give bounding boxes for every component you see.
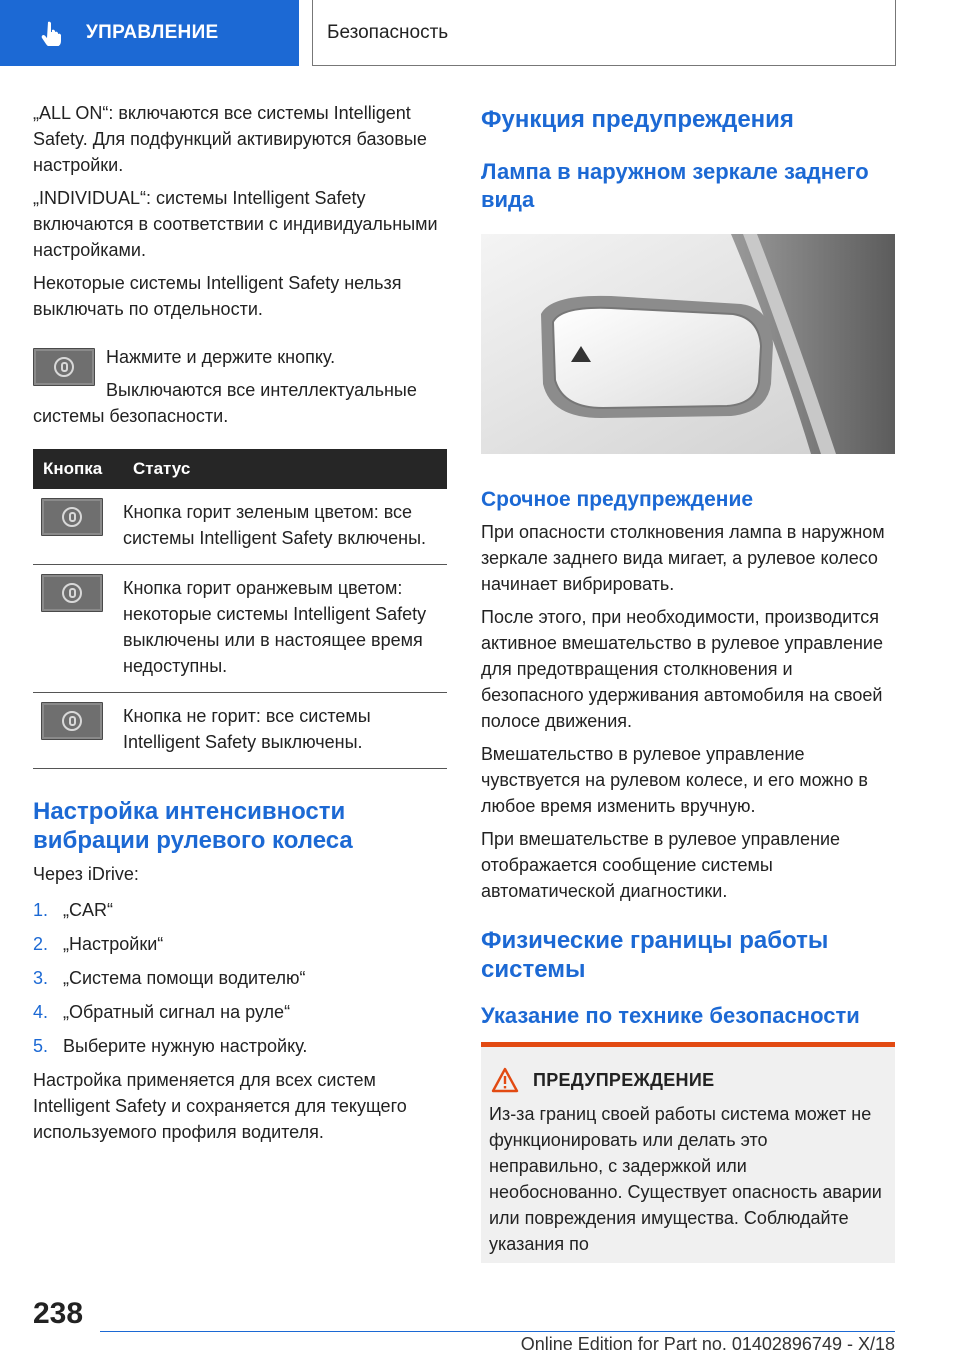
table-row [33, 693, 447, 769]
warning-header [491, 1067, 885, 1093]
warning-triangle-icon [491, 1067, 519, 1093]
side-mirror-image [481, 234, 895, 454]
intelligent-safety-button-icon [41, 702, 103, 740]
step-text: „CAR“ [63, 900, 113, 920]
list-item [33, 999, 447, 1025]
section-title: Безопасность [312, 0, 896, 66]
list-item [33, 965, 447, 991]
press-instruction [33, 344, 447, 429]
status-table [33, 449, 447, 769]
steps-list [33, 897, 447, 1059]
press-line-2: Выключаются все интеллектуальные [106, 380, 417, 400]
paragraph-all-on: „ALL ON“: включаются все системы Intelligent Safety. Для подфункций активируются базовые настройки. [33, 103, 427, 175]
step-text: Выберите нужную настройку. [63, 1036, 308, 1056]
page-number: 238 [33, 1297, 84, 1330]
intelligent-safety-button-icon [41, 498, 103, 536]
list-item [33, 897, 447, 923]
paragraph-intervention: После этого, при необходимости, производится активное вмешательство в рулевое управление для предотвращения столкновения и безопасного удерживания автомобиля на своей полосе движения. [481, 607, 883, 731]
column-header-status: Статус [123, 449, 447, 489]
heading-system-limits: Физические границы работы системы [481, 927, 829, 983]
warning-text: Из-за границ своей работы система может не функционировать или делать это неправильно, с задержкой или необоснованно. Существует опасность аварии или повреждения имущества. Соблюдайте указания по [489, 1104, 882, 1254]
heading-urgent-warning: Срочное предупреждение [481, 488, 754, 511]
warning-label: ПРЕДУПРЕЖДЕНИЕ [533, 1069, 715, 1090]
step-text: „Система помощи водителю“ [63, 968, 306, 988]
paragraph-closing: Настройка применяется для всех систем Intelligent Safety и сохраняется для текущего используемого профиля водителя. [33, 1070, 407, 1142]
status-text: Кнопка горит оранжевым цветом: некоторые системы Intelligent Safety выключены или в настоящее время недоступны. [123, 565, 447, 693]
step-text: „Обратный сигнал на руле“ [63, 1002, 291, 1022]
paragraph-note: Некоторые системы Intelligent Safety нельзя выключать по отдельности. [33, 273, 402, 319]
paragraph-steering-feel: Вмешательство в рулевое управление чувствуется на рулевом колесе, и его можно в любое время изменить вручную. [481, 744, 868, 816]
warning-box [481, 1042, 895, 1263]
paragraph-individual: „INDIVIDUAL“: системы Intelligent Safety включаются в соответствии с индивидуальными настройками. [33, 188, 438, 260]
step-number: 3. [33, 968, 49, 988]
status-text: Кнопка не горит: все системы Intelligent Safety выключены. [123, 693, 447, 769]
intelligent-safety-button-icon [41, 574, 103, 612]
table-row [33, 565, 447, 693]
step-number: 1. [33, 900, 49, 920]
press-line-3: системы безопасности. [33, 406, 229, 426]
pointing-hand-icon [40, 20, 66, 46]
paragraph-check-control: При вмешательстве в рулевое управление отображается сообщение системы автоматической диагностики. [481, 829, 841, 901]
intelligent-safety-button-icon [33, 348, 95, 386]
step-text: „Настройки“ [63, 934, 164, 954]
list-item [33, 1033, 447, 1059]
status-text: Кнопка горит зеленым цветом: все системы Intelligent Safety включены. [123, 489, 447, 565]
list-item [33, 931, 447, 957]
section-heading-vibration: Настройка интенсивности вибрации рулевого колеса [33, 798, 353, 854]
heading-warning-function: Функция предупреждения [481, 106, 794, 133]
table-row [33, 489, 447, 565]
step-number: 2. [33, 934, 49, 954]
heading-mirror-lamp: Лампа в наружном зеркале заднего вида [481, 159, 869, 212]
press-line-1: Нажмите и держите кнопку. [106, 347, 336, 367]
paragraph-collision: При опасности столкновения лампа в наружном зеркале заднего вида мигает, а рулевое колесо начинает вибрировать. [481, 522, 885, 594]
step-number: 5. [33, 1036, 49, 1056]
chapter-title: УПРАВЛЕНИЕ [86, 22, 219, 43]
footer-edition: Online Edition for Part no. 01402896749 - X/18 [520, 1334, 895, 1354]
left-column [33, 100, 447, 1152]
column-header-button: Кнопка [33, 449, 123, 489]
paragraph-via-idrive: Через iDrive: [33, 864, 139, 884]
footer-divider [100, 1331, 895, 1332]
heading-safety-note: Указание по технике безопасности [481, 1003, 860, 1028]
chapter-tab[interactable] [0, 0, 299, 66]
right-column [481, 100, 895, 1263]
step-number: 4. [33, 1002, 49, 1022]
